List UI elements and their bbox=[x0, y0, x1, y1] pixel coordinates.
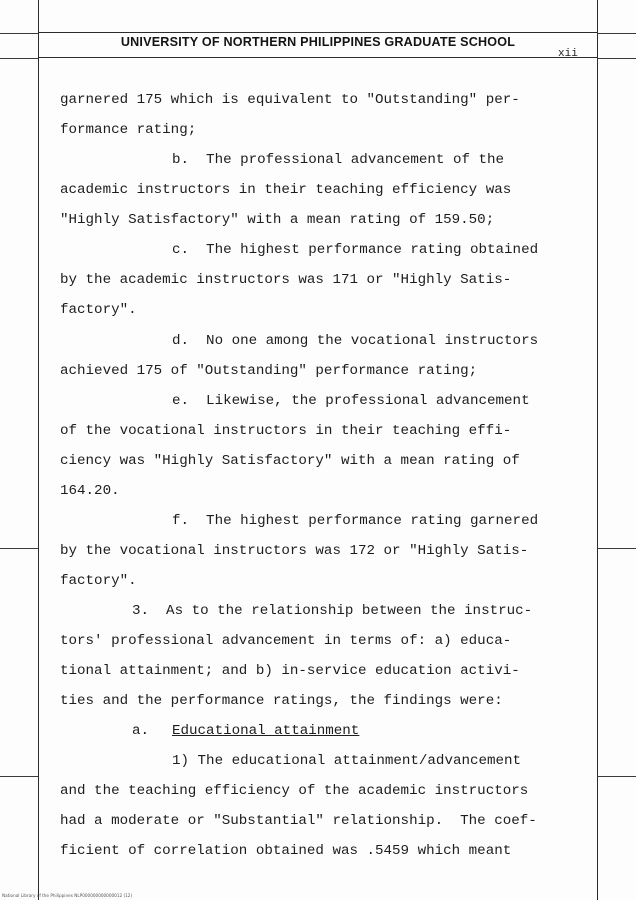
text-line: ties and the performance ratings, the findings were: bbox=[60, 693, 503, 709]
text-line: tional attainment; and b) in-service education activi- bbox=[60, 663, 520, 679]
section-marker: a. bbox=[132, 723, 150, 739]
text-line: e. Likewise, the professional advancement bbox=[172, 393, 530, 409]
text-line: b. The professional advancement of the bbox=[172, 152, 505, 168]
text-line: by the vocational instructors was 172 or "Highly Satis- bbox=[60, 543, 529, 559]
text-line: academic instructors in their teaching efficiency was bbox=[60, 182, 512, 198]
text-line: factory". bbox=[60, 573, 137, 589]
text-line: achieved 175 of "Outstanding" performance rating; bbox=[60, 363, 478, 379]
text-line: 164.20. bbox=[60, 483, 120, 499]
text-line: tors' professional advancement in terms of: a) educa- bbox=[60, 633, 512, 649]
text-line: d. No one among the vocational instructors bbox=[172, 333, 539, 349]
text-line: "Highly Satisfactory" with a mean rating of 159.50; bbox=[60, 212, 495, 228]
text-line: by the academic instructors was 171 or "Highly Satis- bbox=[60, 272, 512, 288]
text-line: of the vocational instructors in their teaching effi- bbox=[60, 423, 512, 439]
text-line: 3. As to the relationship between the instruc- bbox=[132, 603, 533, 619]
section-heading: Educational attainment bbox=[172, 723, 360, 739]
text-line: had a moderate or "Substantial" relationship. The coef- bbox=[60, 813, 537, 829]
text-line: and the teaching efficiency of the academic instructors bbox=[60, 783, 529, 799]
text-line: c. The highest performance rating obtained bbox=[172, 242, 539, 258]
text-line: formance rating; bbox=[60, 122, 197, 138]
text-line: 1) The educational attainment/advancement bbox=[172, 753, 522, 769]
text-line: ficient of correlation obtained was .5459 which meant bbox=[60, 843, 512, 859]
scan-footer-note: National Library of the Philippines NLP000000000000012 (12) bbox=[2, 893, 133, 898]
text-line: ciency was "Highly Satisfactory" with a mean rating of bbox=[60, 453, 520, 469]
page-title: UNIVERSITY OF NORTHERN PHILIPPINES GRADUATE SCHOOL bbox=[120, 35, 516, 49]
text-line: factory". bbox=[60, 302, 137, 318]
text-line: garnered 175 which is equivalent to "Outstanding" per- bbox=[60, 92, 520, 108]
page-number: xii bbox=[558, 48, 578, 60]
text-line: f. The highest performance rating garnered bbox=[172, 513, 539, 529]
